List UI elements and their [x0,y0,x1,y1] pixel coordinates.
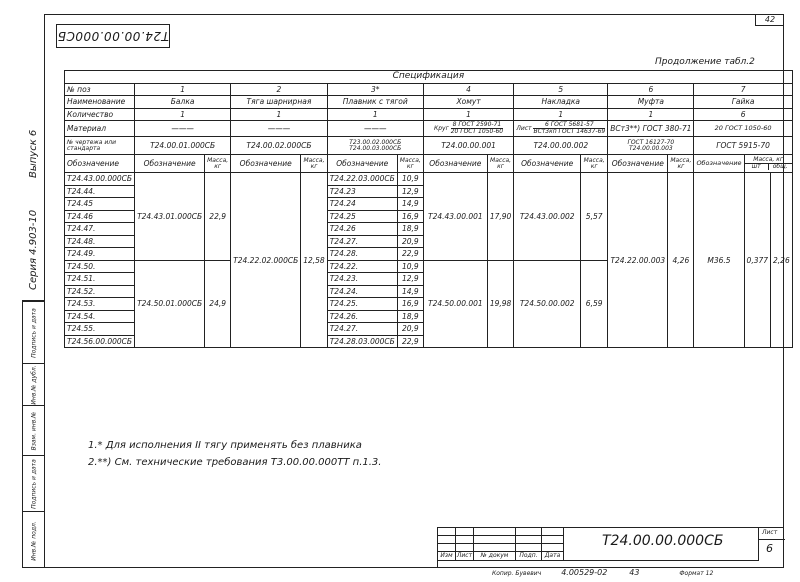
cell: Т24.23. [327,273,397,286]
text: 8 ГОСТ 2590-71 [452,121,502,128]
cell: Обозначение [231,155,301,173]
cell: 18,9 [397,223,423,236]
cell: Гайка [694,96,792,109]
cell: 22,9 [397,335,423,348]
cell: Т24.00.01.000СБ [135,137,231,155]
series-label: Серия 4.903-10 [28,209,39,290]
text: Т23.00.02.000СБ [349,138,402,146]
cell: ——— [231,121,328,137]
cell: 19,98 [487,260,513,348]
cell: 18,9 [397,310,423,323]
cell: Т24.49. [65,248,135,261]
cell: Т24.25 [327,210,397,223]
cell: Т24.56.00.000СБ [65,335,135,348]
table-row [65,137,793,155]
cell: 1 [231,108,328,121]
text: 20 ГОСТ 1050-60 [450,128,504,135]
text: Лист [516,125,532,132]
table-row [65,83,793,96]
tb-label: Подп. [516,552,542,561]
rotated-stamp-code: Т24.00.00.000СБ [56,24,170,48]
cell: 20 ГОСТ 1050-60 [694,121,792,137]
cell: Обозначение [327,155,397,173]
cell [608,137,694,155]
cell: Т24.43.00.001 [423,173,487,261]
cell: 4,26 [668,173,694,348]
cell: Т24.25. [327,298,397,311]
cell: Обозначение [135,155,205,173]
side-stamp-column [22,300,44,568]
cell: Обозначение [608,155,668,173]
cell: Т24.26 [327,223,397,236]
cell: Т24.47. [65,223,135,236]
table-row [65,155,793,173]
text: Круг [433,125,449,132]
cell: Т24.50.01.000СБ [135,260,205,348]
cell: 7 [694,83,792,96]
cell: Т24.48. [65,235,135,248]
cell: Масса, кг [581,155,608,173]
cell: 22,9 [397,248,423,261]
cell: Т24.53. [65,298,135,311]
cell: Накладка [514,96,608,109]
cell: Т24.43.01.000СБ [135,173,205,261]
cell: 14,9 [397,285,423,298]
continuation-label: Продолжение табл.2 [655,57,755,67]
cell: ВСт3**) ГОСТ 380-71 [608,121,694,137]
cell: Т24.28. [327,248,397,261]
cell: Количество [65,108,135,121]
cell: Т24.24 [327,198,397,211]
cell [327,137,423,155]
cell: Т24.54. [65,310,135,323]
cell: ——— [135,121,231,137]
cell: Т24.44. [65,185,135,198]
cell: Наименование [65,96,135,109]
tb-label: Лист [456,552,473,559]
copy-label: Копир. Бувевич [492,570,542,577]
cell: 1 [135,108,231,121]
cell: Т24.26. [327,310,397,323]
cell: 17,90 [487,173,513,261]
cell: Т24.27. [327,235,397,248]
issue-label: Выпуск 6 [28,129,39,178]
text: ВСт3кп ГОСТ 14637-69 [533,128,606,135]
cell: 6 [608,83,694,96]
cell: 16,9 [397,210,423,223]
cell: Обозначение [65,155,135,173]
cell: 2,26 [771,173,793,348]
text: Масса, кг [745,157,792,164]
cell: Масса, кг [668,155,694,173]
cell: № чертежа или стандарта [65,137,135,155]
text: шт [745,164,769,170]
cell: Т24.22.02.000СБ [231,173,301,348]
side-label: Инв.№ подл. [30,520,38,561]
cell: 5 [514,83,608,96]
cell: 5,57 [581,173,608,261]
doc-number: 4.00529-02 [561,568,608,577]
cell: Материал [65,121,135,137]
cell: Масса, кг [301,155,327,173]
cell: Т24.27. [327,323,397,336]
cell: Т24.22.00.003 [608,173,668,348]
cell: Т24.22. [327,260,397,273]
cell: Обозначение [423,155,487,173]
text: Т24.00.03.000СБ [349,144,402,152]
tb-label: Дата [542,552,564,561]
cell: 14,9 [397,198,423,211]
cell: Т24.00.00.002 [514,137,608,155]
cell: Т24.22.03.000СБ [327,173,397,186]
side-label: Подпись и дата [30,307,38,358]
table-row [65,173,793,186]
cell: Плавник с тягой [327,96,423,109]
text: общ. [772,163,788,170]
sheet-label: Лист [762,529,778,536]
cell: Т24.50. [65,260,135,273]
cell: Т24.43.00.000СБ [65,173,135,186]
cell: 2 [231,83,328,96]
cell: 10,9 [397,173,423,186]
cell: ——— [327,121,423,137]
cell: 0,377 [744,173,770,348]
page-number: 42 [755,14,784,26]
cell: ГОСТ 5915-70 [694,137,792,155]
cell: 20,9 [397,235,423,248]
cell: 1 [423,108,513,121]
format-label: Формат 12 [679,570,714,577]
cell: 22,9 [205,173,231,261]
cell: 4 [423,83,513,96]
cell: Муфта [608,96,694,109]
side-label: Инв.№ дубл. [30,364,38,405]
title-code: Т24.00.00.000СБ [602,533,724,549]
cell [744,155,792,173]
text: Т24.00.00.003 [628,144,673,152]
cell: 20,9 [397,323,423,336]
sheet-number: 6 [766,542,773,555]
cell: Т24.28.03.000СБ [327,335,397,348]
cell: Масса, кг [487,155,513,173]
cell: 1 [514,108,608,121]
cell: 12,58 [301,173,327,348]
note: 2.**) См. технические требования Т3.00.00.000ТТ п.1.3. [88,457,382,468]
cell [423,121,513,137]
cell: Масса, кг [397,155,423,173]
cell: Тяга шарнирная [231,96,328,109]
table-title: Спецификация [65,71,793,84]
cell: 24,9 [205,260,231,348]
cell: Т24.00.00.001 [423,137,513,155]
table-row [65,96,793,109]
cell: Т24.46 [65,210,135,223]
cell: Хомут [423,96,513,109]
doc-page: 43 [629,568,640,577]
cell: 10,9 [397,260,423,273]
cell: № поз [65,83,135,96]
note: 1.* Для исполнения II тягу применять без плавника [88,440,362,451]
cell: Т24.55. [65,323,135,336]
cell: 1 [135,83,231,96]
cell: Обозначение [694,155,744,173]
text: 6 ГОСТ 5681-57 [533,122,605,129]
cell: 12,9 [397,273,423,286]
cell: Масса, кг [205,155,231,173]
cell: Т24.24. [327,285,397,298]
cell: 3* [327,83,423,96]
cell [514,121,608,137]
cell: Т24.52. [65,285,135,298]
side-label: Подпись и дата [30,458,38,509]
tb-label: № докум [474,552,516,561]
notes [88,440,381,474]
cell: Балка [135,96,231,109]
cell: Т24.50.00.001 [423,260,487,348]
bottom-info [437,568,713,577]
cell: Т24.23 [327,185,397,198]
cell: Обозначение [514,155,581,173]
text: ГОСТ 16127-70 [627,138,675,146]
side-label: Взам. инв.№ [30,411,38,450]
cell: Т24.43.00.002 [514,173,581,261]
cell: 16,9 [397,298,423,311]
cell: Т24.50.00.002 [514,260,581,348]
table-row [65,121,793,137]
specification-table [64,70,793,348]
cell: 6,59 [581,260,608,348]
cell: 1 [327,108,423,121]
cell: М36.5 [694,173,744,348]
table-row [65,108,793,121]
cell: 12,9 [397,185,423,198]
cell: Т24.45 [65,198,135,211]
cell: Т24.00.02.000СБ [231,137,328,155]
cell: Т24.51. [65,273,135,286]
tb-label: Изм [438,552,456,561]
cell: 1 [608,108,694,121]
cell: 6 [694,108,792,121]
